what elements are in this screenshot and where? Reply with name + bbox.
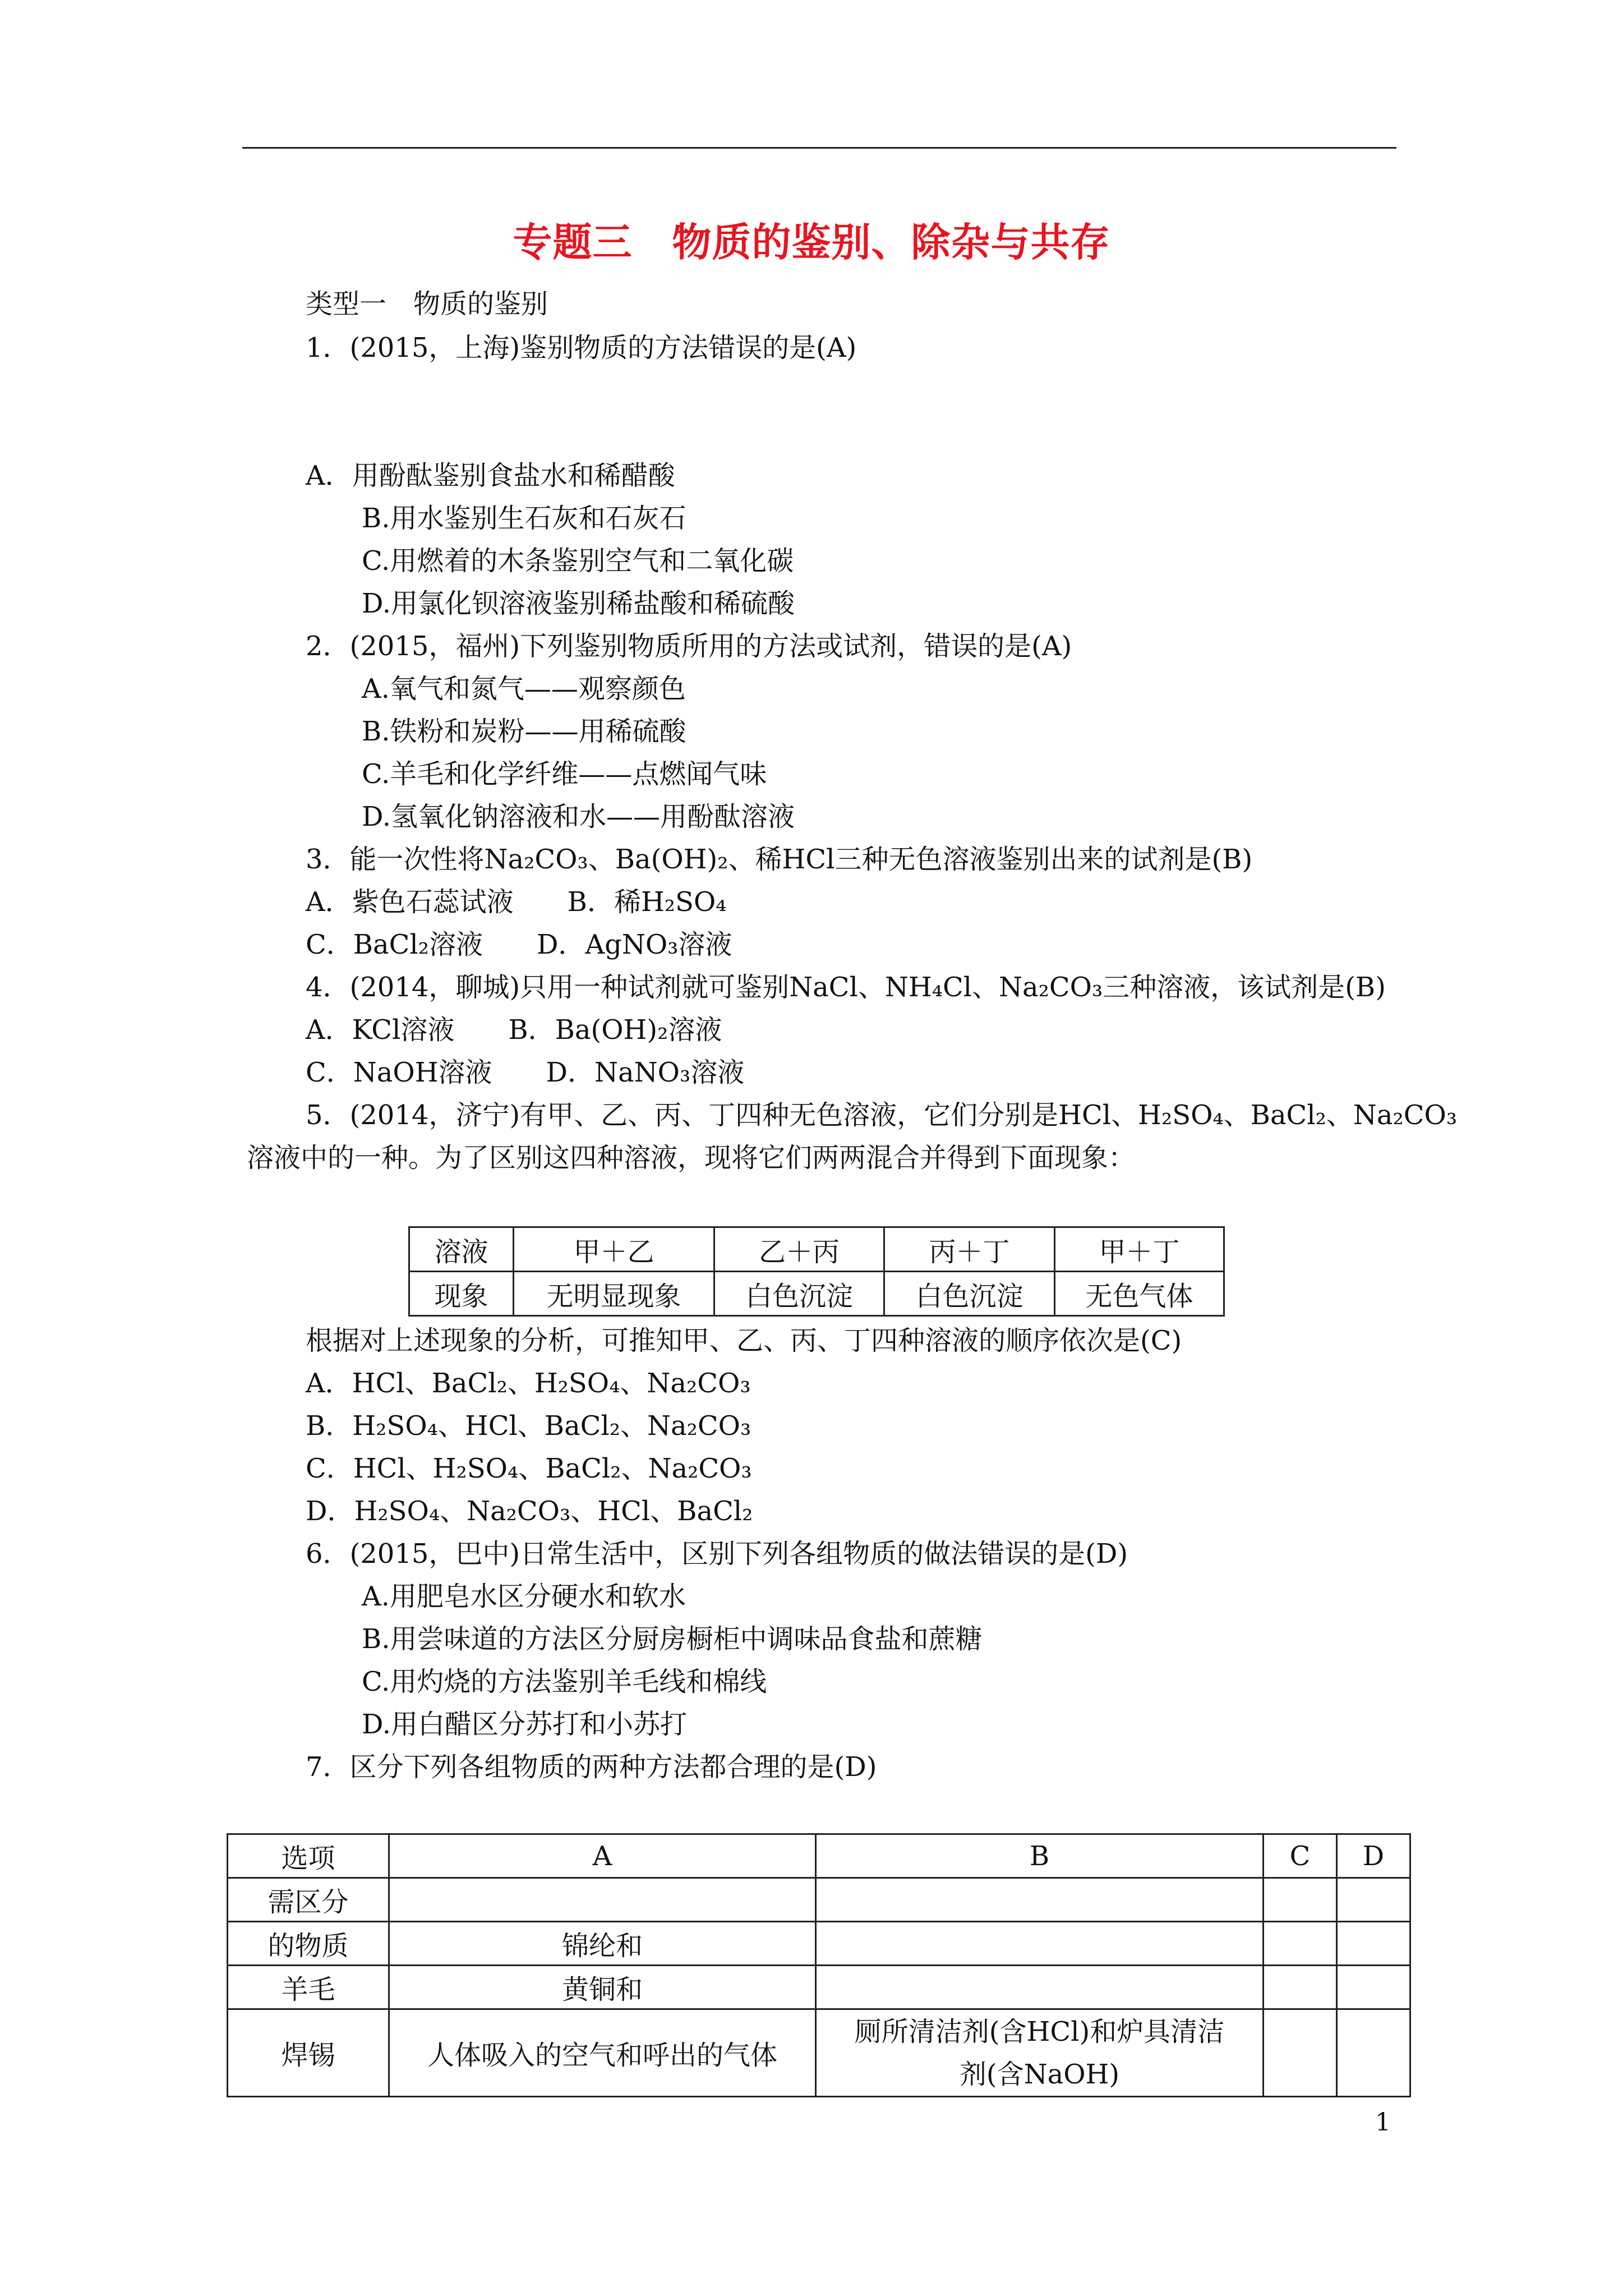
q7-table-cell: 的物质 bbox=[228, 1922, 389, 1966]
page-number: 1 bbox=[1375, 2108, 1391, 2137]
q7-cell-b-line2: 剂(含NaOH) bbox=[959, 2058, 1120, 2090]
q7-table-cell bbox=[816, 1966, 1264, 2009]
q7-cell-b-line1: 厕所清洁剂(含HCl)和炉具清洁 bbox=[854, 2016, 1225, 2047]
q5-option-d: D．H₂SO₄、Na₂CO₃、HCl、BaCl₂ bbox=[306, 1496, 753, 1527]
header-rule bbox=[242, 147, 1396, 149]
q5-table-cell: 乙＋丙 bbox=[714, 1227, 884, 1272]
q2-stem: 2．(2015，福州)下列鉴别物质所用的方法或试剂，错误的是(A) bbox=[306, 631, 1072, 662]
q5-stem-line1: 5．(2014，济宁)有甲、乙、丙、丁四种无色溶液，它们分别是HCl、H₂SO₄、BaCl₂、Na₂CO₃ bbox=[306, 1099, 1458, 1131]
q1-option-d: D.用氯化钡溶液鉴别稀盐酸和稀硫酸 bbox=[362, 588, 795, 619]
q3-options-ab: A．紫色石蕊试液 B．稀H₂SO₄ bbox=[306, 886, 727, 918]
q7-table-cell: 焊锡 bbox=[228, 2009, 389, 2097]
q7-table-cell bbox=[1337, 2009, 1410, 2097]
q1-option-b: B.用水鉴别生石灰和石灰石 bbox=[362, 503, 686, 534]
q5-option-a: A．HCl、BaCl₂、H₂SO₄、Na₂CO₃ bbox=[306, 1368, 751, 1399]
q4-options-cd: C．NaOH溶液 D．NaNO₃溶液 bbox=[306, 1057, 745, 1088]
q5-table-cell: 溶液 bbox=[409, 1227, 514, 1272]
q1-stem: 1．(2015，上海)鉴别物质的方法错误的是(A) bbox=[306, 332, 857, 364]
q7-table-cell: 选项 bbox=[228, 1834, 389, 1878]
q7-table-cell bbox=[816, 1922, 1264, 1966]
q7-stem: 7．区分下列各组物质的两种方法都合理的是(D) bbox=[306, 1751, 877, 1783]
q7-table-cell: C bbox=[1264, 1834, 1337, 1878]
q5-option-b: B．H₂SO₄、HCl、BaCl₂、Na₂CO₃ bbox=[306, 1410, 751, 1442]
q7-table-cell bbox=[1337, 1966, 1410, 2009]
q5-table bbox=[408, 1226, 1225, 1317]
q6-option-d: D.用白醋区分苏打和小苏打 bbox=[362, 1709, 688, 1740]
q7-table-cell: 需区分 bbox=[228, 1878, 389, 1922]
q3-stem: 3．能一次性将Na₂CO₃、Ba(OH)₂、稀HCl三种无色溶液鉴别出来的试剂是(B) bbox=[306, 844, 1253, 875]
q3-options-cd: C．BaCl₂溶液 D．AgNO₃溶液 bbox=[306, 929, 732, 960]
q6-option-a: A.用肥皂水区分硬水和软水 bbox=[362, 1581, 686, 1612]
q2-option-d: D.氢氧化钠溶液和水——用酚酞溶液 bbox=[362, 801, 795, 832]
q5-table-cell: 白色沉淀 bbox=[714, 1272, 884, 1316]
q7-table-cell bbox=[1264, 1878, 1337, 1922]
q2-option-a: A.氧气和氮气——观察颜色 bbox=[362, 673, 686, 705]
q5-table-cell: 丙＋丁 bbox=[884, 1227, 1055, 1272]
q7-table-cell bbox=[389, 1878, 816, 1922]
q1-option-a: A．用酚酞鉴别食盐水和稀醋酸 bbox=[306, 460, 675, 491]
q7-table-cell bbox=[1264, 2009, 1337, 2097]
q5-table-cell: 无明显现象 bbox=[514, 1272, 714, 1316]
q7-table-cell: 羊毛 bbox=[228, 1966, 389, 2009]
q7-table-cell bbox=[1337, 1878, 1410, 1922]
q7-table-cell: D bbox=[1337, 1834, 1410, 1878]
q7-table-cell bbox=[1337, 1922, 1410, 1966]
q2-option-b: B.铁粉和炭粉——用稀硫酸 bbox=[362, 716, 686, 747]
q7-table-cell: 黄铜和 bbox=[389, 1966, 816, 2009]
q5-table-cell: 甲＋丁 bbox=[1055, 1227, 1224, 1272]
q7-table bbox=[227, 1833, 1411, 2097]
q5-table-cell: 无色气体 bbox=[1055, 1272, 1224, 1316]
q7-table-cell bbox=[816, 1878, 1264, 1922]
q7-table-cell: 人体吸入的空气和呼出的气体 bbox=[389, 2009, 816, 2097]
q5-option-c: C．HCl、H₂SO₄、BaCl₂、Na₂CO₃ bbox=[306, 1453, 752, 1484]
q6-stem: 6．(2015，巴中)日常生活中，区别下列各组物质的做法错误的是(D) bbox=[306, 1538, 1128, 1570]
q5-table-cell: 现象 bbox=[409, 1272, 514, 1316]
q7-table-cell: A bbox=[389, 1834, 816, 1878]
q4-stem: 4．(2014，聊城)只用一种试剂就可鉴别NaCl、NH₄Cl、Na₂CO₃三种溶液，该试剂是(B) bbox=[306, 972, 1386, 1003]
q5-table-cell: 白色沉淀 bbox=[884, 1272, 1055, 1316]
q5-table-cell: 甲＋乙 bbox=[514, 1227, 714, 1272]
q7-table-cell bbox=[1264, 1922, 1337, 1966]
q7-table-cell: 锦纶和 bbox=[389, 1922, 816, 1966]
q6-option-b: B.用尝味道的方法区分厨房橱柜中调味品食盐和蔗糖 bbox=[362, 1623, 983, 1655]
q5-stem-line2: 溶液中的一种。为了区别这四种溶液，现将它们两两混合并得到下面现象： bbox=[247, 1142, 1136, 1174]
q7-table-cell: B bbox=[816, 1834, 1264, 1878]
q4-options-ab: A．KCl溶液 B．Ba(OH)₂溶液 bbox=[306, 1014, 722, 1046]
section-heading: 类型一 物质的鉴别 bbox=[306, 288, 548, 320]
q1-option-c: C.用燃着的木条鉴别空气和二氧化碳 bbox=[362, 545, 794, 577]
q5-question: 根据对上述现象的分析，可推知甲、乙、丙、丁四种溶液的顺序依次是(C) bbox=[306, 1325, 1182, 1356]
q2-option-c: C.羊毛和化学纤维——点燃闻气味 bbox=[362, 758, 767, 790]
q7-table-cell bbox=[1264, 1966, 1337, 2009]
page-title: 专题三 物质的鉴别、除杂与共存 bbox=[513, 219, 1110, 265]
q7-table-cell bbox=[816, 2009, 1264, 2097]
q6-option-c: C.用灼烧的方法鉴别羊毛线和棉线 bbox=[362, 1666, 767, 1697]
